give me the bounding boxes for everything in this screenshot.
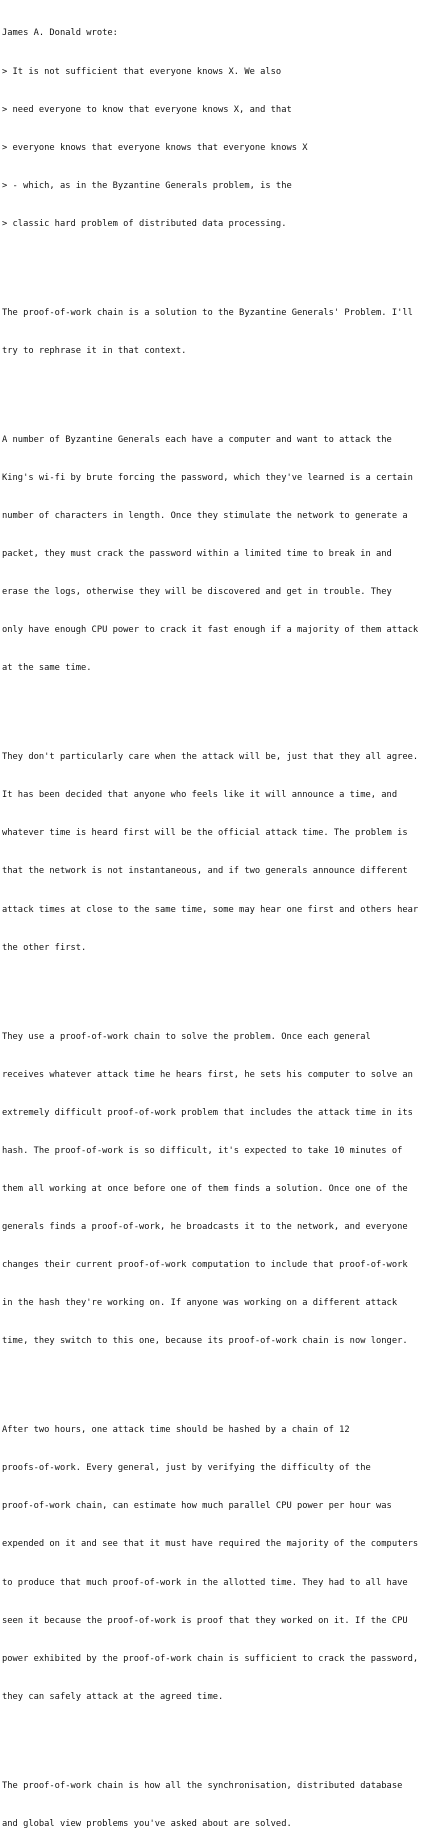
quoted-line: > need everyone to know that everyone knows X, and that (2, 104, 292, 115)
paragraph-line: try to rephrase it in that context. (2, 345, 187, 356)
paragraph-line: erase the logs, otherwise they will be discovered and get in trouble. They (2, 587, 392, 598)
paragraph-line: time, they switch to this one, because its proof-of-work chain is now longer. (2, 1336, 408, 1347)
paragraph-line: expended on it and see that it must have required the majority of the computers (2, 1539, 419, 1550)
paragraph-line: After two hours, one attack time should be hashed by a chain of 12 (2, 1425, 350, 1436)
quoted-line: > classic hard problem of distributed data processing. (2, 218, 287, 229)
paragraph-line: they can safely attack at the agreed time. (2, 1691, 224, 1702)
paragraph-line: number of characters in length. Once they stimulate the network to generate a (2, 510, 408, 521)
paragraph-line: generals finds a proof-of-work, he broadcasts it to the network, and everyone (2, 1222, 408, 1233)
paragraph-line: that the network is not instantaneous, and if two generals announce different (2, 866, 408, 877)
blank-line (2, 383, 446, 396)
paragraph-line: proof-of-work chain, can estimate how much parallel CPU power per hour was (2, 1501, 392, 1512)
paragraph-line: attack times at close to the same time, some may hear one first and others hear (2, 904, 419, 915)
blank-line (2, 256, 446, 269)
blank-line (2, 1729, 446, 1742)
paragraph-line: They use a proof-of-work chain to solve the problem. Once each general (2, 1031, 371, 1042)
paragraph-line: The proof-of-work chain is how all the synchronisation, distributed database (2, 1780, 403, 1791)
paragraph-line: in the hash they're working on. If anyone was working on a different attack (2, 1298, 398, 1309)
paragraph-line: whatever time is heard first will be the official attack time. The problem is (2, 828, 408, 839)
paragraph-line: changes their current proof-of-work computation to include that proof-of-work (2, 1260, 408, 1271)
paragraph-line: at the same time. (2, 663, 92, 674)
quote-attribution: James A. Donald wrote: (2, 28, 118, 39)
blank-line (2, 700, 446, 713)
paragraph-line: them all working at once before one of them finds a solution. Once one of the (2, 1183, 408, 1194)
paragraph-line: and global view problems you've asked about are solved. (2, 1818, 292, 1829)
paragraph-line: They don't particularly care when the attack will be, just that they all agree. (2, 752, 419, 763)
paragraph-line: power exhibited by the proof-of-work chain is sufficient to crack the password, (2, 1653, 419, 1664)
paragraph-line: the other first. (2, 942, 87, 953)
paragraph-line: proofs-of-work. Every general, just by verifying the difficulty of the (2, 1463, 371, 1474)
email-body (2, 2, 446, 1843)
paragraph-line: A number of Byzantine Generals each have a computer and want to attack the (2, 434, 392, 445)
paragraph-line: King's wi-fi by brute forcing the password, which they've learned is a certain (2, 472, 413, 483)
quoted-line: > - which, as in the Byzantine Generals problem, is the (2, 180, 292, 191)
blank-line (2, 1373, 446, 1386)
blank-line (2, 980, 446, 993)
paragraph-line: receives whatever attack time he hears first, he sets his computer to solve an (2, 1069, 413, 1080)
paragraph-line: to produce that much proof-of-work in the allotted time. They had to all have (2, 1577, 408, 1588)
quoted-line: > everyone knows that everyone knows that everyone knows X (2, 142, 308, 153)
quoted-line: > It is not sufficient that everyone knows X. We also (2, 66, 282, 77)
paragraph-line: It has been decided that anyone who feels like it will announce a time, and (2, 790, 398, 801)
paragraph-line: hash. The proof-of-work is so difficult, it's expected to take 10 minutes of (2, 1145, 403, 1156)
paragraph-line: only have enough CPU power to crack it fast enough if a majority of them attack (2, 625, 419, 636)
paragraph-line: packet, they must crack the password within a limited time to break in and (2, 549, 392, 560)
paragraph-line: extremely difficult proof-of-work problem that includes the attack time in its (2, 1107, 413, 1118)
paragraph-line: seen it because the proof-of-work is proof that they worked on it. If the CPU (2, 1615, 408, 1626)
paragraph-line: The proof-of-work chain is a solution to the Byzantine Generals' Problem. I'll (2, 307, 413, 318)
